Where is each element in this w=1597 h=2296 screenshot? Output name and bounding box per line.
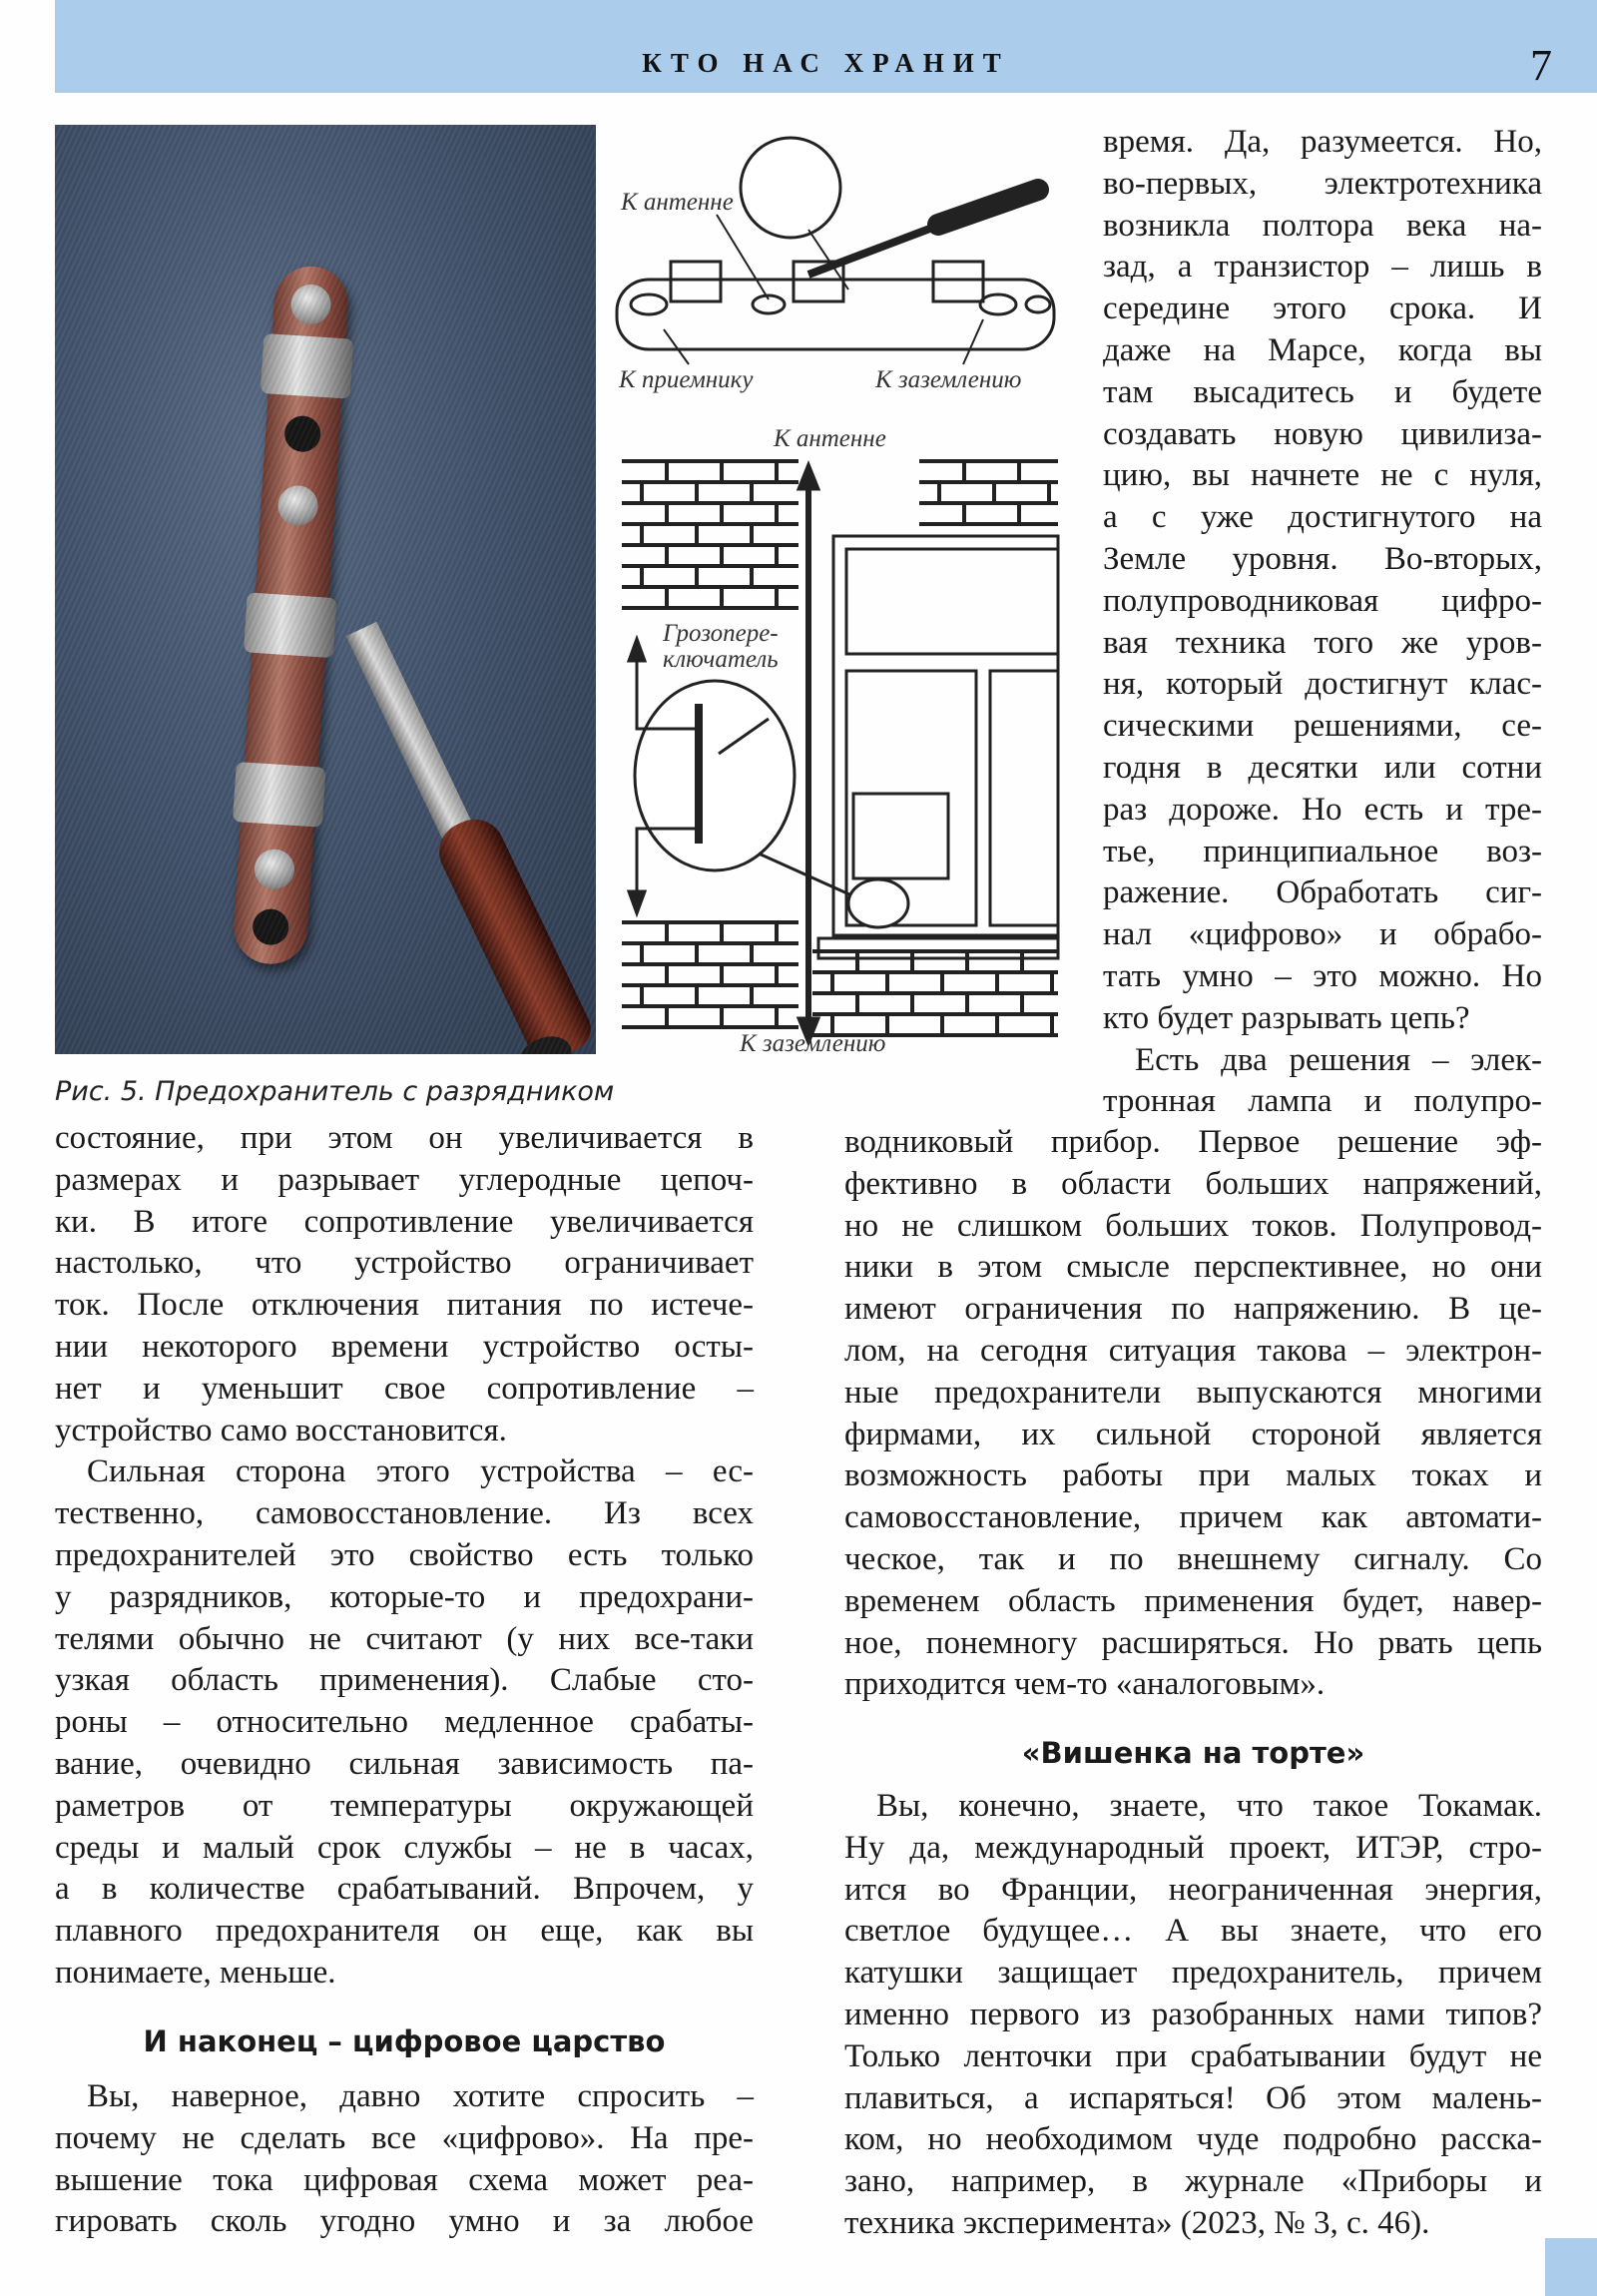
text-line: Ну да, международный проект, ИТЭР, стро- (844, 1829, 1542, 1866)
text-line: понимаете, меньше. (55, 1955, 336, 1991)
text-line: техника эксперимента» (2023, № 3, с. 46). (844, 2205, 1430, 2241)
text-line: катушки защищает предохранитель, причем (844, 1955, 1542, 1992)
text-line: нал «цифрово» и обрабо- (1103, 916, 1542, 953)
text-line: водниковый прибор. Первое решение эф- (844, 1124, 1542, 1160)
text-line: даже на Марсе, когда вы (1103, 332, 1542, 368)
text-line: роны – относительно медленное срабаты- (55, 1704, 754, 1741)
screw (276, 484, 318, 526)
text-line: ное, понемногу расширяться. Но рвать цепь (844, 1624, 1542, 1661)
text-line: нет и уменьшит свое сопротивление – (55, 1370, 754, 1407)
text-line: вание, очевидно сильная зависимость па- (55, 1746, 754, 1782)
lever-handle (429, 810, 596, 1054)
text-line: раметров от температуры окружающей (55, 1787, 754, 1824)
detail-circle (635, 681, 795, 870)
text-line: ток. После отключения питания по истече- (55, 1287, 754, 1324)
label-to-receiver: К приемнику (619, 366, 754, 393)
text-line: плавиться, а испаряться! Об этом малень- (844, 2079, 1542, 2116)
mount-hole (252, 907, 289, 945)
mount-hole (283, 415, 321, 453)
text-line: а в количестве срабатываний. Впрочем, у (55, 1871, 754, 1908)
text-line: ки. В итоге сопротивление увеличивается (55, 1203, 754, 1240)
text-line: ческое, так и по внешнему сигналу. Со (844, 1541, 1542, 1577)
text-line: среды и малый срок службы – не в часах, (55, 1829, 754, 1866)
text-line: у разрядников, которые-то и предохрани- (55, 1578, 754, 1615)
text-line: размерах и разрывает углеродные цепоч- (55, 1161, 754, 1198)
text-line: Только ленточки при срабатывании будут не (844, 2037, 1542, 2074)
figure-caption: Рис. 5. Предохранитель с разрядником (55, 1076, 615, 1107)
text-line: время. Да, разумеется. Но, (1103, 124, 1542, 160)
contact-clip (261, 333, 354, 399)
handle-end (511, 1028, 579, 1054)
text-line: ится во Франции, неограниченная энергия, (844, 1871, 1542, 1908)
text-line: вышение тока цифровая схема может реа- (55, 2161, 754, 2198)
magnifier-circle (741, 138, 840, 238)
switch-lever (346, 622, 484, 861)
text-line: создавать новую цивилиза- (1103, 415, 1542, 452)
section-heading-digital: И наконец – цифровое царство (143, 2024, 666, 2058)
text-line: настолько, что устройство ограничивает (55, 1245, 754, 1282)
text-line: тронная лампа и полупро- (1103, 1083, 1542, 1120)
text-line: самовосстановление, причем как автомати- (844, 1499, 1542, 1536)
switch-clip-drawing (671, 262, 721, 301)
switch-base-plate (232, 265, 350, 966)
page-number: 7 (1530, 41, 1552, 90)
label-to-antenna-top: К антенне (621, 189, 734, 216)
text-line: там высадитесь и будете (1103, 373, 1542, 410)
text-line: ники в этом смысле перспективнее, но они (844, 1249, 1542, 1286)
text-line: кто будет разрывать цепь? (1103, 999, 1470, 1036)
section-heading-cherry: «Вишенка на торте» (1021, 1736, 1365, 1770)
text-line: плавного предохранителя он еще, как вы (55, 1913, 754, 1950)
text-line: имеют ограничения по напряжению. В це- (844, 1291, 1542, 1328)
text-line: фирмами, их сильной стороной является (844, 1416, 1542, 1452)
label-lightning-switch: Грозопере- (663, 620, 779, 647)
radio-box (853, 794, 948, 878)
text-line: цию, вы начнете не с нуля, (1103, 457, 1542, 494)
label-lightning-switch-cont: ключатель (663, 646, 779, 673)
text-line: вая техника того же уров- (1103, 624, 1542, 661)
text-line: во-первых, электротехника (1103, 165, 1542, 202)
text-line: а с уже достигнутого на (1103, 499, 1542, 536)
label-to-ground-top: К заземлению (875, 366, 1022, 393)
text-line: раз дороже. Но есть и тре- (1103, 791, 1542, 828)
text-line: тье, принципиальное воз- (1103, 833, 1542, 869)
corner-color-tab (1545, 2238, 1597, 2296)
text-line: Земле уровня. Во-вторых, (1103, 541, 1542, 577)
running-title: КТО НАС ХРАНИТ (642, 48, 1010, 78)
screw (289, 284, 331, 325)
header-band (55, 0, 1597, 93)
text-line: гировать сколь угодно умно и за любое (55, 2203, 754, 2240)
text-line: ражение. Обработать сиг- (1103, 874, 1542, 911)
text-line: годня в десятки или сотни (1103, 750, 1542, 786)
text-line: нии некоторого времени устройство осты- (55, 1329, 754, 1365)
text-line: светлое будущее… А вы знаете, что его (844, 1913, 1542, 1950)
text-line: фективно в области больших напряжений, (844, 1165, 1542, 1202)
window-frame (833, 536, 1058, 935)
text-line: Есть два решения – элек- (1135, 1041, 1542, 1078)
text-line: временем область применения будет, навер- (844, 1582, 1542, 1619)
text-line: почему не сделать все «цифрово». На пре- (55, 2119, 754, 2156)
fuse-with-arrester-photo (55, 125, 596, 1054)
text-line: полупроводниковая цифро- (1103, 582, 1542, 619)
text-line: зад, а транзистор – лишь в (1103, 249, 1542, 286)
screw (254, 848, 295, 889)
text-line: состояние, при этом он увеличивается в (55, 1120, 754, 1156)
text-line: устройство само восстановится. (55, 1412, 507, 1448)
contact-clip (233, 762, 326, 828)
text-line: телями обычно не считают (у них все-таки (55, 1620, 754, 1657)
text-line: тественно, самовосстановление. Из всех (55, 1495, 754, 1532)
text-line: возможность работы при малых токах и (844, 1457, 1542, 1494)
text-line: Вы, конечно, знаете, что такое Токамак. (876, 1788, 1542, 1824)
text-line: сическими решениями, се- (1103, 708, 1542, 745)
text-line: узкая область применения). Слабые сто- (55, 1662, 754, 1699)
text-line: ня, который достигнут клас- (1103, 666, 1542, 703)
lightning-switch-diagram (599, 120, 1078, 1068)
text-line: возникла полтора века на- (1103, 207, 1542, 244)
text-line: приходится чем-то «аналоговым». (844, 1666, 1326, 1703)
text-line: зано, например, в журнале «Приборы и (844, 2163, 1542, 2200)
text-line: лом, на сегодня ситуация такова – электрон- (844, 1333, 1542, 1369)
contact-clip (244, 592, 337, 658)
text-line: Сильная сторона этого устройства – ес- (87, 1453, 754, 1490)
text-line: но не слишком больших токов. Полупровод- (844, 1207, 1542, 1244)
text-line: именно первого из разобранных нами типов? (844, 1997, 1542, 2032)
label-to-antenna-bottom: К антенне (774, 425, 886, 452)
text-line: середине этого срока. И (1103, 290, 1542, 327)
text-line: ком, но необходимом чуде подробно расска- (844, 2121, 1542, 2158)
label-to-ground-bottom: К заземлению (740, 1030, 886, 1057)
text-line: тать умно – это можно. Но (1103, 958, 1542, 994)
text-line: Вы, наверное, давно хотите спросить – (87, 2078, 754, 2114)
text-line: ные предохранители выпускаются многими (844, 1374, 1542, 1411)
text-line: предохранителей это свойство есть только (55, 1537, 754, 1573)
